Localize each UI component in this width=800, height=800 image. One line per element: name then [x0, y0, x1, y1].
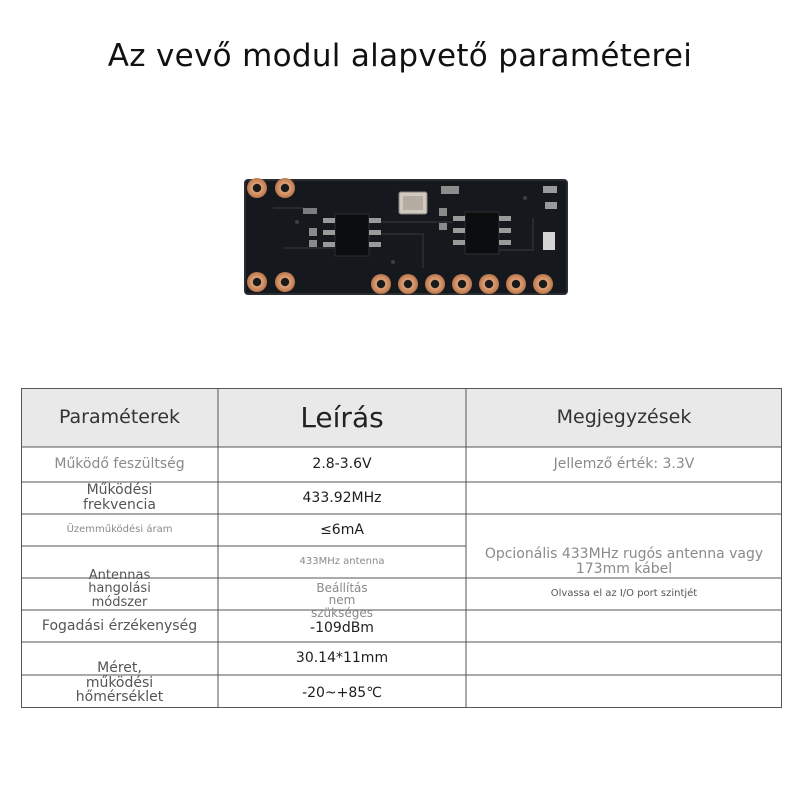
- header-notes: Megjegyzések: [556, 405, 692, 428]
- row4-notes: Opcionális 433MHz rugós antenna vagy 173mm kábel: [484, 546, 764, 577]
- header-param: Paraméterek: [58, 405, 181, 428]
- row1-desc: 2.8-3.6V: [312, 456, 372, 473]
- row5-notes: Olvassa el az I/O port szintjét: [550, 587, 698, 599]
- row8-desc: -20~+85℃: [302, 684, 382, 701]
- row5-desc: Beállítás nem szükséges: [311, 580, 373, 620]
- row4-desc: 433MHz antenna: [299, 555, 385, 567]
- header-desc: Leírás: [300, 400, 384, 434]
- row4-param: Antennas hangolási módszer: [88, 567, 151, 610]
- page-title: Az vevő modul alapvető paraméterei: [107, 38, 693, 74]
- row7-desc: 30.14*11mm: [295, 650, 389, 667]
- row6-desc: -109dBm: [310, 619, 374, 636]
- row2-desc: 433.92MHz: [302, 489, 382, 506]
- row1-param: Működő feszültség: [54, 456, 185, 473]
- row2-param: Működési frekvencia: [82, 482, 157, 513]
- row7-param: Méret, működési hőmérséklet: [75, 659, 164, 706]
- receiver-module-image: [243, 178, 569, 298]
- row3-desc: ≤6mA: [320, 521, 364, 538]
- row6-param: Fogadási érzékenység: [41, 617, 198, 634]
- spec-table: [21, 388, 782, 708]
- row1-notes: Jellemző érték: 3.3V: [553, 456, 695, 473]
- row3-param: Üzemműködési áram: [66, 523, 173, 535]
